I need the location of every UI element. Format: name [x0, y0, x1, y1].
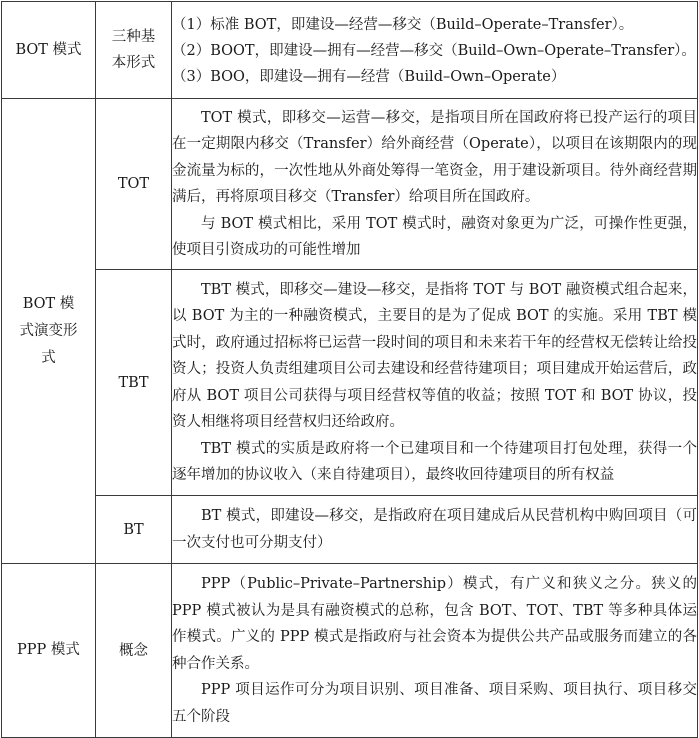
content-cell-bot-forms [172, 2, 698, 99]
bt-paragraph-1: BT 模式，即建设—移交，是指政府在项目建成后从民营机构中购回项目（可一次支付也可分期支付） [172, 508, 697, 551]
tot-paragraph-2: 与 BOT 模式相比，采用 TOT 模式时，融资对象更为广泛，可操作性更强，使项目引资成功的可能性增加 [172, 215, 697, 258]
tbt-paragraph-1: TBT 模式，即移交—建设—移交，是指将 TOT 与 BOT 融资模式组合起来，以 BOT 为主的一种融资模式，主要目的是为了促成 BOT 的实施。采用 TBT 模式时，政府通过招标将已运营一段时间的项目和未来若干年的经营权无偿转让给投资人；投资人负责组建项目公司去建设和经营待建项目；项目建成开始运营后，政府从 BOT 项目公司获得与项目经营权等值的收益；按照 TOT 和 BOT 协议，投资人相继将项目经营权归还给政府。 [172, 281, 697, 430]
bot-form-item-3: （3）BOO，即建设—拥有—经营（Build–Own–Operate） [172, 69, 566, 85]
bot-form-item-1: （1）标准 BOT，即建设—经营—移交（Build–Operate–Transfer）。 [172, 17, 634, 33]
ppp-paragraph-1: PPP（Public–Private–Partnership）模式，有广义和狭义之分。狭义的 PPP 模式被认为是具有融资模式的总称，包含 BOT、TOT、TBT 等多种具体运作模式。广义的 PPP 模式是指政府与社会资本为提供公共产品或服务而建立的各种合作关系。 [172, 576, 697, 672]
ppp-paragraph-2: PPP 项目运作可分为项目识别、项目准备、项目采购、项目执行、项目移交五个阶段 [172, 682, 697, 725]
category-cell-ppp: PPP 模式 [2, 564, 96, 738]
subcategory-cell-tbt: TBT [96, 270, 172, 496]
tbt-paragraph-2: TBT 模式的实质是政府将一个已建项目和一个待建项目打包处理，获得一个逐年增加的协议收入（来自待建项目），最终收回待建项目的所有权益 [172, 440, 697, 483]
tot-paragraph-1: TOT 模式，即移交—运营—移交，是指项目所在国政府将已投产运行的项目在一定期限内移交（Transfer）给外商经营（Operate），以项目在该期限内的现金流量为标的，一次性地从外商处筹得一笔资金，用于建设新项目。待外商经营期满后，再将原项目移交（Transfer）给项目所在国政府。 [172, 109, 697, 205]
content-cell-tot [172, 99, 698, 270]
subcategory-cell-concept: 概念 [96, 564, 172, 738]
tbt-row [2, 270, 698, 496]
ppp-row [2, 564, 698, 738]
category-label-evolution: BOT 模式演变形式 [19, 295, 78, 366]
bot-form-item-2: （2）BOOT，即建设—拥有—经营—移交（Build–Own–Operate–Transfer）。 [172, 43, 696, 59]
category-cell-evolution [2, 99, 96, 564]
category-cell-bot: BOT 模式 [2, 2, 96, 99]
content-cell-ppp [172, 564, 698, 738]
content-cell-bt [172, 496, 698, 564]
subcategory-cell-bt: BT [96, 496, 172, 564]
subcategory-cell-basic-forms [96, 2, 172, 99]
tot-row [2, 99, 698, 270]
subcategory-cell-tot: TOT [96, 99, 172, 270]
bot-mode-row [2, 2, 698, 99]
bt-row [2, 496, 698, 564]
subcategory-label-basic-forms: 三种基本形式 [111, 29, 156, 71]
bot-mode-table [1, 1, 698, 738]
content-cell-tbt [172, 270, 698, 496]
